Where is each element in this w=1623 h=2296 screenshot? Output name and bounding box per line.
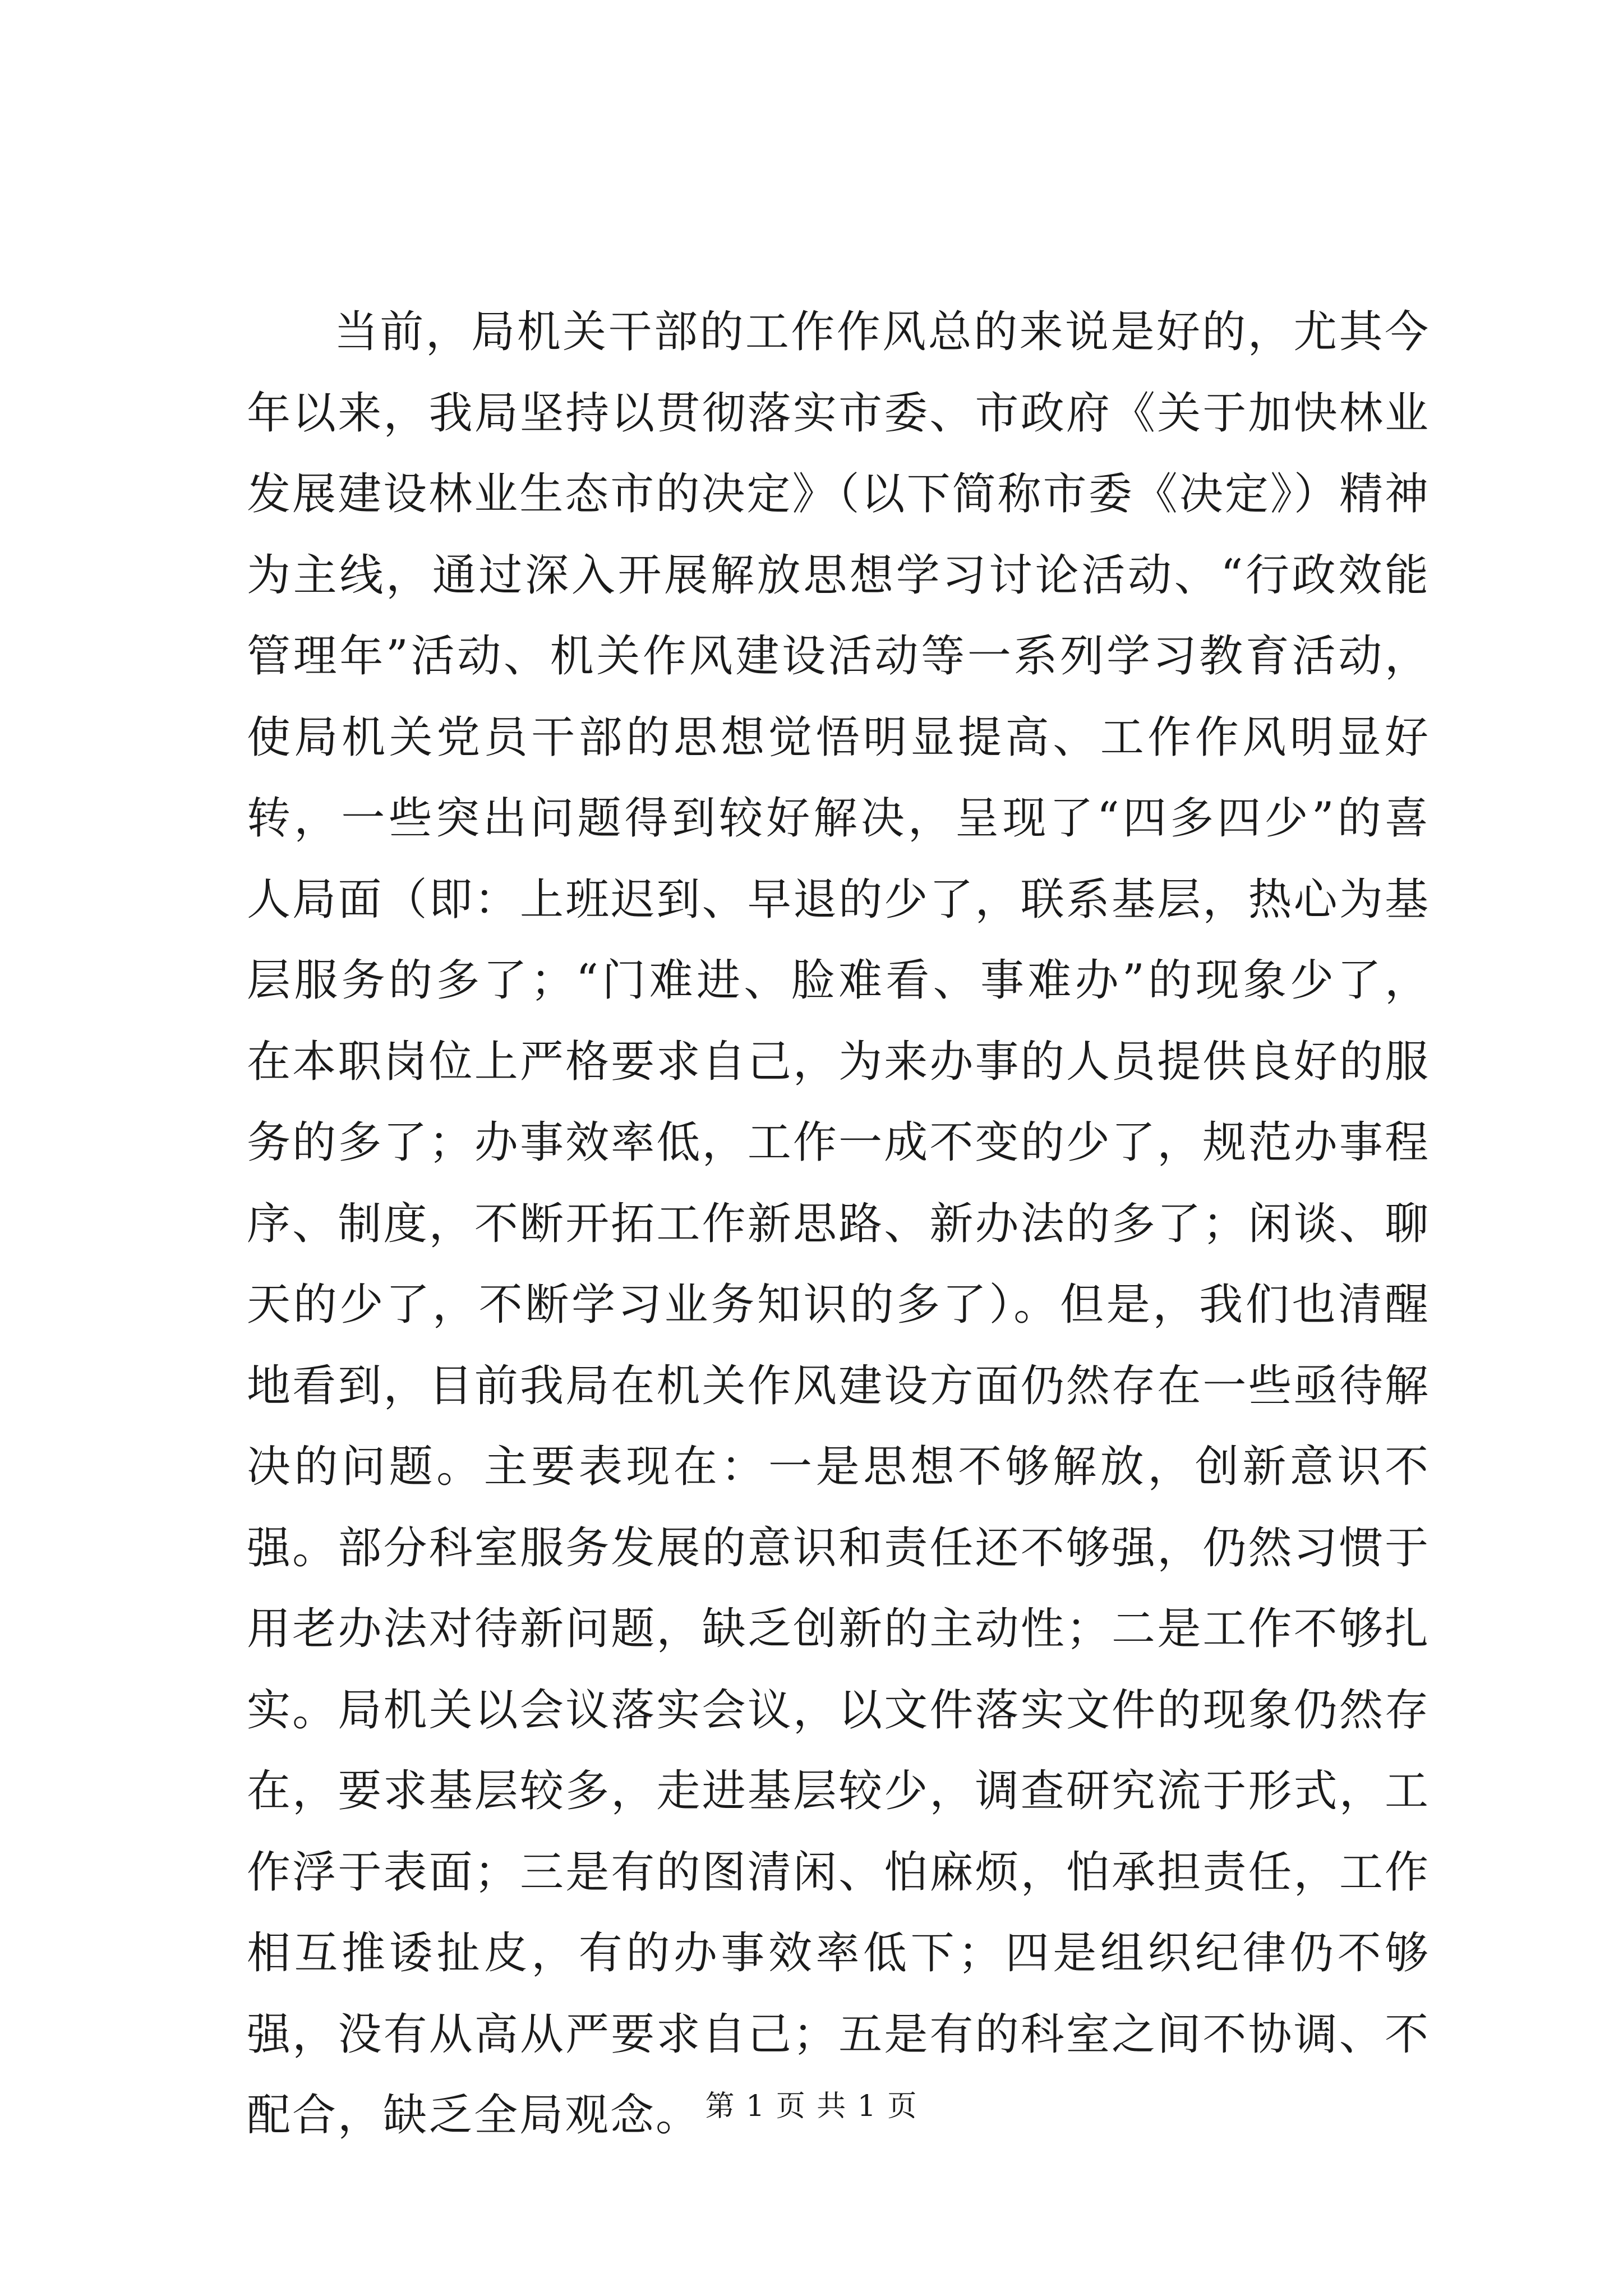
page-footer: 第 1 页 共 1 页: [705, 2090, 918, 2123]
body-paragraph: 当前，局机关干部的工作作风总的来说是好的，尤其今年以来，我局坚持以贯彻落实市委、市政府《关于加快林业发展建设林业生态市的决定》（以下简称市委《决定》）精神为主线，通过深入开展解放思想学习讨论活动、“行政效能管理年”活动、机关作风建设活动等一系列学习教育活动，使局机关党员干部的思想觉悟明显提高、工作作风明显好转，一些突出问题得到较好解决，呈现了“四多四少”的喜人局面（即：上班迟到、早退的少了，联系基层，热心为基层服务的多了；“门难进、脸难看、事难办”的现象少了，在本职岗位上严格要求自己，为来办事的人员提供良好的服务的多了；办事效率低，工作一成不变的少了，规范办事程序、制度，不断开拓工作新思路、新办法的多了；闲谈、聊天的少了，不断学习业务知识的多了）。但是，我们也清醒地看到，目前我局在机关作风建设方面仍然存在一些亟待解决的问题。主要表现在：一是思想不够解放，创新意识不强。部分科室服务发展的意识和责任还不够强，仍然习惯于用老办法对待新问题，缺乏创新的主动性；二是工作不够扎实。局机关以会议落实会议，以文件落实文件的现象仍然存在，要求基层较多，走进基层较少，调查研究流于形式，工作浮于表面；三是有的图清闲、怕麻烦，怕承担责任，工作相互推诿扯皮，有的办事效率低下；四是组织纪律仍不够强，没有从高从严要求自己；五是有的科室之间不协调、不配合，缺乏全局观念。: [247, 307, 1430, 2141]
